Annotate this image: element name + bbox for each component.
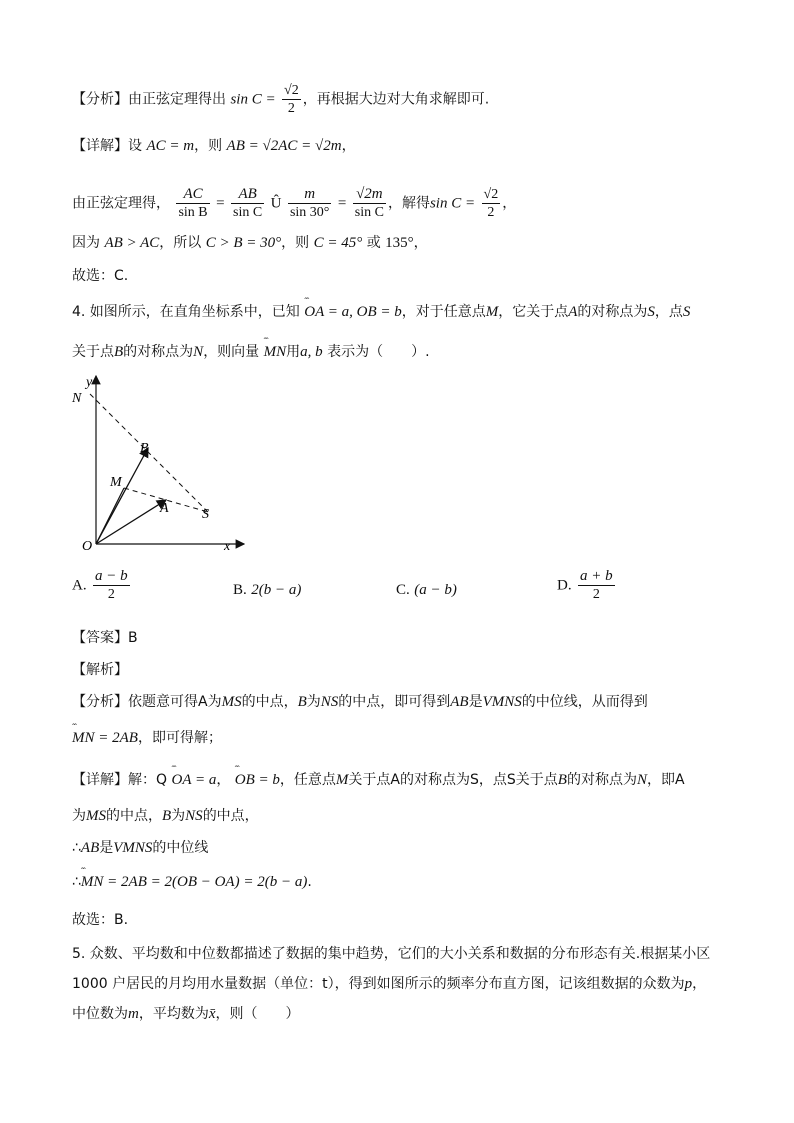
- text: ，即A: [646, 772, 685, 788]
- q4-stem-line2: [72, 342, 430, 362]
- fraction: [176, 186, 209, 221]
- text: ，所以: [159, 235, 206, 251]
- fraction: [353, 186, 386, 221]
- text: 1000 户居民的月均用水量数据（单位：t），得到如图所示的频率分布直方图，记该组数据的众数为: [72, 976, 685, 992]
- math: B: [297, 694, 307, 710]
- math: a, b: [300, 344, 323, 360]
- math: m: [128, 1006, 139, 1022]
- text: ，: [413, 235, 428, 251]
- analysis-label: 【分析】: [72, 91, 128, 108]
- fraction-den: 2: [107, 587, 115, 602]
- text: ，: [502, 195, 517, 212]
- analysis-text: 由正弦定理得出: [128, 91, 226, 108]
- math: 135°: [385, 235, 414, 251]
- label-x: x: [224, 539, 231, 554]
- text: 的中点，: [106, 808, 162, 824]
- text: 因为: [72, 235, 105, 251]
- math: MS: [86, 808, 106, 824]
- q4-analysis-line1: [72, 692, 648, 712]
- option-A[interactable]: [72, 568, 132, 603]
- math: N: [193, 344, 204, 360]
- q4-detail-line2: [72, 806, 259, 826]
- label-M: M: [110, 475, 122, 490]
- therefore-symbol: ∴: [72, 840, 81, 856]
- vector-expr: ˆˆ MN: [264, 342, 287, 362]
- q5-stem-line1: 5. 众数、平均数和中位数都描述了数据的集中趋势，它们的大小关系和数据的分布形态有关.根据某小区: [72, 946, 711, 962]
- text: .: [307, 874, 312, 890]
- fraction: [231, 186, 264, 221]
- equals: =: [216, 195, 225, 212]
- q4-detail-line4: [72, 872, 312, 892]
- text: 依题意可得A为: [128, 694, 222, 710]
- text: 为: [306, 694, 321, 710]
- therefore-symbol: ∴: [72, 874, 81, 890]
- text: 4. 如图所示，在直角坐标系中，已知: [72, 304, 300, 320]
- text: ，平均数为: [138, 1006, 209, 1022]
- q3-because-line: [72, 233, 428, 253]
- label-y: y: [86, 375, 93, 390]
- fraction-num: √2m: [353, 186, 386, 204]
- option-letter: A.: [72, 577, 87, 594]
- option-letter: C.: [396, 582, 410, 598]
- q4-analysis-line2: [72, 728, 222, 748]
- math: NS: [185, 808, 203, 824]
- detail-label: 【详解】: [72, 138, 128, 154]
- text: ，则（ ）: [215, 1006, 300, 1022]
- math: VMNS: [113, 840, 153, 856]
- text: 的中点，: [202, 808, 259, 824]
- fraction-num: √2: [284, 83, 299, 98]
- text: 是: [99, 840, 114, 856]
- fraction: [93, 568, 130, 603]
- fraction-num: AB: [231, 186, 264, 204]
- math: VMNS: [482, 694, 522, 710]
- label-N: N: [72, 391, 82, 406]
- text: ，则向量: [203, 344, 260, 360]
- text: 用: [286, 344, 301, 360]
- math: M: [485, 304, 499, 320]
- q4-answer-label: 【答案】B: [72, 630, 138, 646]
- symbol: Û: [270, 195, 282, 212]
- text: 的中位线: [152, 840, 209, 856]
- text: ，解得: [387, 195, 430, 212]
- detail-label: 【详解】: [72, 772, 128, 788]
- option-expr: (a − b): [414, 582, 457, 598]
- text: ，: [216, 772, 231, 788]
- math: B: [114, 344, 124, 360]
- math: N: [636, 772, 647, 788]
- text: ，对于任意点: [401, 304, 486, 320]
- text: 的中位线，从而得到: [521, 694, 648, 710]
- label-S: S: [202, 507, 209, 522]
- fraction-num: a + b: [580, 568, 613, 584]
- analysis-text-post: ，再根据大边对大角求解即可.: [302, 91, 490, 108]
- math: x̄: [208, 1006, 216, 1022]
- text: ，则: [194, 138, 227, 154]
- text: ，点: [654, 304, 683, 320]
- text: ，: [341, 138, 356, 154]
- fraction: [482, 186, 501, 221]
- q4-answer: 故选：B.: [72, 912, 129, 928]
- text: 为: [171, 808, 186, 824]
- math: sin C =: [429, 195, 476, 212]
- fraction-den: 2: [287, 101, 295, 116]
- text: 中位数为: [72, 1006, 128, 1022]
- math: B: [557, 772, 567, 788]
- q4-stem-line1: [72, 302, 690, 322]
- analysis-label: 【分析】: [72, 694, 128, 710]
- math: B: [162, 808, 172, 824]
- text: 解：Q: [128, 772, 172, 788]
- text: ，即可得解；: [137, 730, 222, 746]
- text: 的对称点为: [123, 344, 194, 360]
- equals: =: [337, 195, 347, 212]
- math: AB: [80, 840, 100, 856]
- text: ，: [692, 976, 707, 992]
- fraction-den: 2: [592, 587, 600, 602]
- label-B: B: [140, 441, 149, 456]
- fraction: [578, 568, 615, 603]
- fraction: [288, 186, 331, 221]
- q4-detail-line1: [72, 770, 685, 790]
- text: 设: [128, 138, 147, 154]
- text: 的中点，: [241, 694, 298, 710]
- fraction-den: sin C: [233, 205, 263, 220]
- vector-expr: ˆˆ MN = 2AB = 2(OB − OA) = 2(b − a): [81, 872, 307, 892]
- text: 是: [468, 694, 483, 710]
- text: 关于点A的对称点为S，点S关于点: [348, 772, 558, 788]
- math: S: [647, 304, 655, 320]
- text: 表示为（ ）.: [327, 344, 430, 360]
- option-B[interactable]: [233, 582, 301, 599]
- text: 关于点: [72, 344, 114, 360]
- vector-expr: ˆˆ OA = a: [171, 770, 216, 790]
- fraction-num: AC: [176, 186, 209, 204]
- fraction: [282, 82, 301, 117]
- fraction-den: sin B: [178, 205, 208, 220]
- math: AB = √2AC = √2m: [226, 138, 342, 154]
- option-C[interactable]: [396, 582, 457, 599]
- text: ，则: [281, 235, 314, 251]
- text: ，任意点: [279, 772, 336, 788]
- fraction-num: √2: [483, 187, 499, 202]
- math: AC = m: [146, 138, 195, 154]
- q3-answer: 故选：C.: [72, 268, 129, 284]
- option-letter: D.: [557, 577, 572, 594]
- q5-stem-line2: [72, 974, 706, 994]
- vector-expr: ˆˆ MN = 2AB: [72, 728, 138, 748]
- math: AB: [450, 694, 469, 710]
- text: 或: [362, 235, 386, 251]
- option-expr: 2(b − a): [251, 582, 302, 598]
- text: 的中点，即可得到: [338, 694, 451, 710]
- text: 为: [72, 808, 86, 824]
- text: 由正弦定理得，: [72, 195, 170, 212]
- text: ，它关于点: [498, 304, 569, 320]
- math: A: [568, 304, 578, 320]
- q3-analysis-line: [72, 82, 489, 117]
- option-letter: B.: [233, 582, 247, 598]
- math: NS: [320, 694, 339, 710]
- fraction-den: sin C: [354, 205, 384, 220]
- label-O: O: [82, 539, 93, 554]
- q4-detail-line3: [72, 838, 208, 858]
- fraction-num: m: [288, 186, 331, 204]
- option-D[interactable]: [557, 568, 617, 603]
- math: p: [684, 976, 693, 992]
- analysis-sinC: sin C =: [230, 91, 276, 108]
- fraction-den: 2: [487, 205, 495, 220]
- line-NS: [90, 394, 208, 512]
- math: C > B = 30°: [205, 235, 282, 251]
- q4-jiexi-label: 【解析】: [72, 662, 128, 678]
- math: M: [335, 772, 349, 788]
- q4-figure: [68, 372, 258, 558]
- vector-expr: ˆˆ OB = b: [235, 770, 280, 790]
- q3-detail-line: [72, 136, 356, 156]
- math: MS: [221, 694, 242, 710]
- math: S: [682, 304, 691, 320]
- text: 的对称点为: [566, 772, 637, 788]
- q3-sine-rule-line: [72, 186, 516, 221]
- fraction-num: a − b: [95, 568, 128, 584]
- label-A: A: [160, 501, 169, 516]
- text: 的对称点为: [577, 304, 648, 320]
- fraction-den: sin 30°: [289, 205, 330, 220]
- q5-stem-line3: [72, 1004, 300, 1024]
- vector-expr: ˆˆ OA = a, OB = b: [304, 302, 401, 322]
- math: AB > AC: [104, 235, 160, 251]
- math: C = 45°: [313, 235, 363, 251]
